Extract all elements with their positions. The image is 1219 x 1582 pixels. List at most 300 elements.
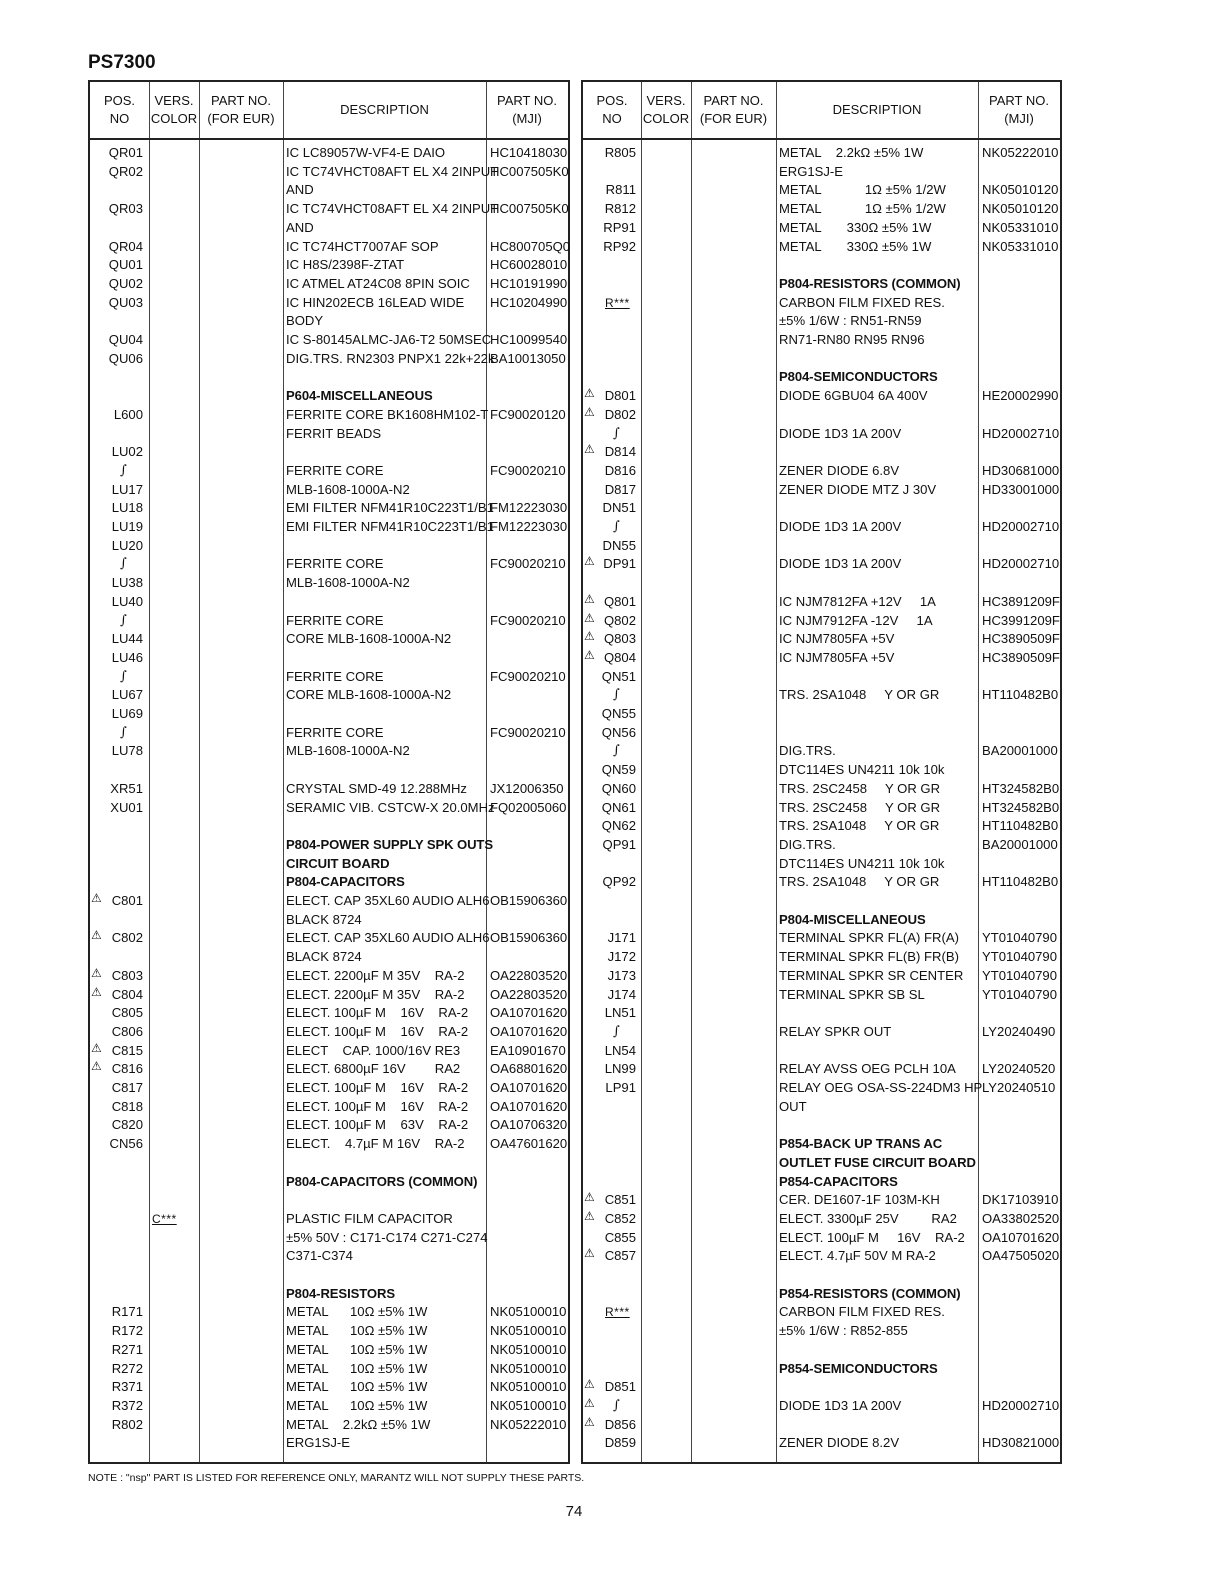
table-row xyxy=(90,892,568,911)
description-cell: EMI FILTER NFM41R10C223T1/B1 xyxy=(286,500,494,516)
table-row xyxy=(583,144,1060,163)
pos-no-cell: J172 xyxy=(607,949,636,965)
description-cell: ZENER DIODE 8.2V xyxy=(779,1435,900,1451)
pos-no-cell: RP91 xyxy=(603,219,636,235)
pos-no-cell: C805 xyxy=(111,1005,143,1021)
table-row xyxy=(90,1434,568,1453)
table-row xyxy=(583,219,1060,238)
table-row xyxy=(583,724,1060,743)
pos-no-cell: D817 xyxy=(604,481,636,497)
table-row xyxy=(90,1397,568,1416)
warning-triangle-icon: ⚠ xyxy=(584,386,595,401)
table-row xyxy=(583,929,1060,948)
part-no-mji-cell: NK05331010 xyxy=(982,219,1059,235)
table-row xyxy=(583,275,1060,294)
pos-no-cell: QR01 xyxy=(108,145,143,160)
description-cell: TRS. 2SA1048 Y OR GR xyxy=(779,818,940,834)
description-cell: AND xyxy=(286,182,314,198)
page-number: 74 xyxy=(565,1503,583,1520)
description-cell: ERG1SJ-E xyxy=(286,1435,351,1451)
part-no-mji-cell: YT01040790 xyxy=(982,930,1057,946)
table-row xyxy=(90,967,568,986)
part-no-mji-cell: HC10191990 xyxy=(490,275,568,291)
pos-no-cell: QN61 xyxy=(601,799,636,815)
header-part-no-mji: PART NO. (MJI) xyxy=(989,93,1049,126)
part-no-mji-cell: JX12006350 xyxy=(490,780,564,796)
pos-no-cell: R811 xyxy=(605,182,636,198)
table-row xyxy=(90,181,568,200)
table-row xyxy=(583,742,1060,761)
description-cell: ELECT. CAP 35XL60 AUDIO ALH6 xyxy=(286,893,490,908)
pos-no-cell: R812 xyxy=(604,201,636,217)
table-row xyxy=(583,1303,1060,1322)
table-row xyxy=(583,705,1060,724)
description-cell: TRS. 2SC2458 Y OR GR xyxy=(779,780,941,796)
pos-no-cell: QP92 xyxy=(602,874,636,890)
pos-no-cell: XU01 xyxy=(110,799,143,815)
warning-triangle-icon: ⚠ xyxy=(91,891,102,905)
table-row xyxy=(583,1322,1060,1341)
description-cell: DIG.TRS. xyxy=(779,743,836,759)
description-cell: ±5% 1/6W : R852-855 xyxy=(779,1323,908,1339)
table-row xyxy=(583,312,1060,331)
table-row xyxy=(90,256,568,275)
pos-no-cell: LU46 xyxy=(111,649,143,665)
pos-no-cell: QR03 xyxy=(108,201,143,217)
part-no-mji-cell: HD20002710 xyxy=(982,425,1060,441)
part-no-mji-cell: DK17103910 xyxy=(982,1192,1059,1208)
pos-no-cell: C851 xyxy=(604,1192,636,1208)
description-cell: METAL 2.2kΩ ±5% 1W xyxy=(286,1416,431,1432)
pos-no-cell: DN51 xyxy=(602,500,636,516)
part-no-mji-cell: OA10701620 xyxy=(490,1098,568,1114)
section-heading: P854-RESISTORS (COMMON) xyxy=(779,1285,961,1301)
part-no-mji-cell: HC3891209F xyxy=(982,593,1060,609)
part-no-mji-cell: NK05100010 xyxy=(490,1323,567,1339)
part-no-mji-cell: HC60028010 xyxy=(490,257,568,273)
table-row xyxy=(583,967,1060,986)
pos-no-cell: LU02 xyxy=(111,444,143,460)
description-cell: CORE MLB-1608-1000A-N2 xyxy=(286,687,452,703)
header-rule xyxy=(90,138,568,140)
part-no-mji-cell: FC90020210 xyxy=(490,668,566,684)
pos-no-cell: Q804 xyxy=(603,649,636,665)
description-cell: ELECT. 100µF M 16V RA-2 xyxy=(286,1080,469,1095)
section-heading: P804-CAPACITORS xyxy=(286,874,405,890)
pos-no-cell: RP92 xyxy=(603,238,636,254)
table-row xyxy=(90,275,568,294)
pos-no-cell: LU40 xyxy=(111,593,143,609)
pos-no-cell: QU01 xyxy=(108,257,143,273)
table-row xyxy=(90,163,568,182)
table-row xyxy=(583,593,1060,612)
description-cell: ELECT. 100µF M 16V RA-2 xyxy=(286,1098,469,1114)
table-row xyxy=(90,1098,568,1117)
description-cell: FERRIT BEADS xyxy=(286,425,382,441)
warning-triangle-icon: ⚠ xyxy=(584,1246,595,1261)
part-no-mji-cell: HT110482B0 xyxy=(982,874,1059,890)
pos-no-cell: R172 xyxy=(111,1323,143,1339)
warning-triangle-icon: ⚠ xyxy=(91,965,102,980)
table-row xyxy=(90,724,568,743)
description-cell: METAL 1Ω ±5% 1/2W xyxy=(779,182,946,198)
part-no-mji-cell: HD20002710 xyxy=(982,556,1060,572)
table-row xyxy=(90,1004,568,1023)
table-row xyxy=(90,855,568,874)
vers-color-cell: C*** xyxy=(152,1211,177,1226)
pos-no-cell: QP91 xyxy=(602,836,636,852)
table-row xyxy=(90,144,568,163)
table-row xyxy=(583,761,1060,780)
description-cell: DTC114ES UN4211 10k 10k xyxy=(779,762,945,778)
description-cell: IC S-80145ALMC-JA6-T2 50MSEC xyxy=(286,332,492,347)
part-no-mji-cell: HC007505K0 xyxy=(490,163,569,179)
description-cell: FERRITE CORE xyxy=(286,556,384,572)
table-row xyxy=(583,163,1060,182)
table-row xyxy=(583,1079,1060,1098)
table-row xyxy=(583,1060,1060,1079)
description-cell: TERMINAL SPKR SR CENTER xyxy=(779,967,964,983)
part-no-mji-cell: OB15906360 xyxy=(490,893,568,908)
part-no-mji-cell: LY20240510 xyxy=(982,1080,1056,1095)
header-description: DESCRIPTION xyxy=(340,102,429,117)
part-no-mji-cell: NK05100010 xyxy=(490,1379,567,1395)
description-cell: METAL 330Ω ±5% 1W xyxy=(779,238,932,254)
description-cell: METAL 10Ω ±5% 1W xyxy=(286,1341,428,1357)
header-vers-color: VERS. COLOR xyxy=(642,93,690,126)
part-no-mji-cell: HC3890509F xyxy=(982,649,1060,665)
part-no-mji-cell: NK05100010 xyxy=(490,1341,567,1357)
description-cell: ZENER DIODE MTZ J 30V xyxy=(779,481,937,497)
part-no-mji-cell: BA20001000 xyxy=(982,836,1058,852)
table-row xyxy=(90,238,571,257)
table-row xyxy=(90,331,568,350)
header-pos-no: POS. NO xyxy=(103,93,136,126)
description-cell: IC LC89057W-VF4-E DAIO xyxy=(286,145,446,160)
table-row xyxy=(90,780,568,799)
table-row xyxy=(90,537,568,556)
warning-triangle-icon: ⚠ xyxy=(584,610,595,625)
range-symbol-icon: ∫ xyxy=(120,724,127,740)
part-no-mji-cell: NK05331010 xyxy=(982,238,1059,254)
table-row xyxy=(90,873,568,892)
description-cell: IC TC74VHCT08AFT EL X4 2INPUT xyxy=(286,201,499,217)
warning-triangle-icon: ⚠ xyxy=(584,442,595,457)
part-no-mji-cell: HT324582B0 xyxy=(982,799,1060,815)
description-cell: METAL 10Ω ±5% 1W xyxy=(286,1360,428,1376)
range-symbol-icon: ∫ xyxy=(120,462,127,478)
table-row xyxy=(90,443,568,462)
description-cell: ELECT. 100µF M 63V RA-2 xyxy=(286,1117,469,1133)
warning-triangle-icon: ⚠ xyxy=(91,1040,102,1055)
description-cell: C371-C374 xyxy=(286,1248,353,1264)
pos-no-cell: QN60 xyxy=(601,780,636,796)
description-cell: MLB-1608-1000A-N2 xyxy=(286,575,410,591)
warning-triangle-icon: ⚠ xyxy=(584,1377,595,1392)
pos-no-cell: L600 xyxy=(113,406,143,422)
header-description: DESCRIPTION xyxy=(832,102,922,117)
table-row xyxy=(90,742,568,761)
table-row xyxy=(583,817,1060,836)
description-cell: ±5% 1/6W : RN51-RN59 xyxy=(779,313,922,329)
pos-no-cell: C818 xyxy=(111,1098,143,1114)
page-title: PS7300 xyxy=(88,52,156,73)
table-row xyxy=(583,1042,1060,1061)
table-row xyxy=(90,1042,568,1061)
table-row xyxy=(583,238,1060,257)
description-cell: CARBON FILM FIXED RES. xyxy=(779,1304,945,1320)
table-row xyxy=(90,1341,568,1360)
part-no-mji-cell: HD30821000 xyxy=(982,1435,1060,1451)
warning-triangle-icon: ⚠ xyxy=(584,404,595,419)
table-row xyxy=(583,1023,1060,1042)
table-row xyxy=(583,1360,1060,1379)
parts-table-right xyxy=(581,80,1062,1464)
pos-no-cell: QN62 xyxy=(601,818,636,834)
pos-no-cell: LU69 xyxy=(111,706,143,721)
description-cell: CORE MLB-1608-1000A-N2 xyxy=(286,631,452,647)
description-cell: DIODE 1D3 1A 200V xyxy=(779,425,902,441)
pos-no-cell: R271 xyxy=(111,1341,143,1357)
table-row xyxy=(90,986,568,1005)
table-row xyxy=(90,219,568,238)
table-row xyxy=(583,1004,1060,1023)
header-part-no-mji: PART NO. (MJI) xyxy=(497,93,557,126)
part-no-mji-cell: FC90020210 xyxy=(490,556,566,572)
pos-no-cell: Q802 xyxy=(603,612,636,628)
table-row xyxy=(583,1135,1060,1154)
part-no-mji-cell: OA47601620 xyxy=(490,1136,568,1152)
table-row xyxy=(90,499,568,518)
part-no-mji-cell: YT01040790 xyxy=(982,967,1057,983)
description-cell: ELECT. 6800µF 16V RA2 xyxy=(286,1061,461,1077)
range-symbol-icon: ∫ xyxy=(613,425,620,441)
header-rule xyxy=(583,138,1060,140)
description-cell: ELECT. 4.7µF M 16V RA-2 xyxy=(286,1136,465,1152)
part-no-mji-cell: NK05100010 xyxy=(490,1397,567,1413)
description-cell: CER. DE1607-1F 103M-KH xyxy=(779,1192,940,1208)
description-cell: METAL 2.2kΩ ±5% 1W xyxy=(779,145,924,160)
table-row xyxy=(90,1322,568,1341)
description-cell: IC NJM7812FA +12V 1A xyxy=(779,593,936,609)
table-row xyxy=(583,294,1060,313)
description-cell: CARBON FILM FIXED RES. xyxy=(779,294,945,310)
section-heading: P854-SEMICONDUCTORS xyxy=(779,1360,938,1376)
table-row xyxy=(583,948,1060,967)
section-heading: P854-BACK UP TRANS AC xyxy=(779,1136,943,1152)
description-cell: ELECT. 100µF M 16V RA-2 xyxy=(286,1005,469,1021)
part-no-mji-cell: NK05010120 xyxy=(982,182,1059,198)
table-row xyxy=(90,574,568,593)
common-parts-symbol: R*** xyxy=(605,1305,630,1320)
pos-no-cell: R171 xyxy=(111,1304,143,1320)
table-row xyxy=(583,1434,1060,1453)
description-cell: METAL 10Ω ±5% 1W xyxy=(286,1397,428,1413)
description-cell: ELECT. 100µF M 16V RA-2 xyxy=(779,1229,965,1245)
table-row xyxy=(90,911,568,930)
description-cell: EMI FILTER NFM41R10C223T1/B1 xyxy=(286,519,494,534)
pos-no-cell: QN59 xyxy=(601,762,636,778)
pos-no-cell: QN55 xyxy=(601,706,636,721)
range-symbol-icon: ∫ xyxy=(120,612,127,628)
table-row xyxy=(583,1229,1060,1248)
pos-no-cell: LU18 xyxy=(111,500,143,516)
pos-no-cell: LU78 xyxy=(111,743,143,759)
table-row xyxy=(90,686,568,705)
pos-no-cell: LN54 xyxy=(604,1042,636,1058)
table-row xyxy=(90,555,568,574)
part-no-mji-cell: LY20240490 xyxy=(982,1023,1056,1039)
pos-no-cell: DN55 xyxy=(602,537,636,553)
part-no-mji-cell: OA10706320 xyxy=(490,1117,568,1133)
range-symbol-icon: ∫ xyxy=(613,1397,620,1413)
part-no-mji-cell: OA68801620 xyxy=(490,1061,568,1077)
warning-triangle-icon: ⚠ xyxy=(584,1190,595,1205)
table-row xyxy=(583,836,1060,855)
description-cell: ELECT. CAP 35XL60 AUDIO ALH6 xyxy=(286,930,490,946)
warning-triangle-icon: ⚠ xyxy=(584,1208,595,1223)
description-cell: OUT xyxy=(779,1098,807,1114)
part-no-mji-cell: HD30681000 xyxy=(982,462,1060,478)
footnote: NOTE : "nsp" PART IS LISTED FOR REFERENCE ONLY, MARANTZ WILL NOT SUPPLY THESE PARTS. xyxy=(88,1472,585,1484)
table-row xyxy=(583,1397,1060,1416)
description-cell: FERRITE CORE xyxy=(286,612,384,628)
table-row xyxy=(90,668,568,687)
section-heading: CIRCUIT BOARD xyxy=(286,855,390,871)
warning-triangle-icon: ⚠ xyxy=(584,591,595,606)
description-cell: MLB-1608-1000A-N2 xyxy=(286,743,410,759)
description-cell: IC ATMEL AT24C08 8PIN SOIC xyxy=(286,275,470,291)
description-cell: IC H8S/2398F-ZTAT xyxy=(286,257,405,273)
table-row xyxy=(583,443,1060,462)
table-row xyxy=(583,555,1060,574)
part-no-mji-cell: BA10013050 xyxy=(490,350,566,366)
table-row xyxy=(90,1116,568,1135)
pos-no-cell: LP91 xyxy=(605,1080,636,1095)
description-cell: ±5% 50V : C171-C174 C271-C274 xyxy=(286,1229,488,1245)
part-no-mji-cell: HC3890509F xyxy=(982,631,1060,647)
table-row xyxy=(90,836,568,855)
table-row xyxy=(90,1303,568,1322)
description-cell: FERRITE CORE xyxy=(286,668,384,684)
description-cell: ZENER DIODE 6.8V xyxy=(779,462,900,478)
table-row xyxy=(583,200,1060,219)
range-symbol-icon: ∫ xyxy=(613,687,620,703)
pos-no-cell: DP91 xyxy=(603,556,636,572)
pos-no-cell: QU03 xyxy=(108,294,143,310)
section-heading: P604-MISCELLANEOUS xyxy=(286,388,433,404)
table-row xyxy=(90,350,568,369)
range-symbol-icon: ∫ xyxy=(120,668,127,684)
part-no-mji-cell: HC007505K0 xyxy=(490,201,569,217)
pos-no-cell: C806 xyxy=(111,1023,143,1039)
table-row xyxy=(90,612,568,631)
part-no-mji-cell: NK05222010 xyxy=(490,1416,567,1432)
part-no-mji-cell: LY20240520 xyxy=(982,1061,1056,1077)
pos-no-cell: J174 xyxy=(607,986,636,1002)
pos-no-cell: C817 xyxy=(111,1080,143,1095)
table-row xyxy=(90,1023,568,1042)
table-row xyxy=(90,593,568,612)
pos-no-cell: C857 xyxy=(604,1248,636,1264)
pos-no-cell: LN99 xyxy=(604,1061,636,1077)
pos-no-cell: Q801 xyxy=(603,593,636,609)
pos-no-cell: R272 xyxy=(111,1360,143,1376)
description-cell: IC TC74VHCT08AFT EL X4 2INPUT xyxy=(286,163,499,179)
range-symbol-icon: ∫ xyxy=(120,556,127,572)
pos-no-cell: C852 xyxy=(604,1210,636,1226)
table-row xyxy=(90,1360,568,1379)
table-row xyxy=(90,1173,568,1192)
table-row xyxy=(90,1229,568,1248)
table-row xyxy=(583,1416,1060,1435)
description-cell: RN71-RN80 RN95 RN96 xyxy=(779,332,925,347)
table-row xyxy=(90,799,568,818)
description-cell: DIODE 1D3 1A 200V xyxy=(779,556,902,572)
part-no-mji-cell: OA10701620 xyxy=(982,1229,1060,1245)
description-cell: IC TC74HCT7007AF SOP xyxy=(286,238,439,254)
description-cell: METAL 330Ω ±5% 1W xyxy=(779,219,932,235)
description-cell: ELECT. 2200µF M 35V RA-2 xyxy=(286,986,465,1002)
table-row xyxy=(583,1247,1060,1266)
warning-triangle-icon: ⚠ xyxy=(584,554,595,569)
part-no-mji-cell: YT01040790 xyxy=(982,986,1057,1002)
part-no-mji-cell: OB15906360 xyxy=(490,930,568,946)
description-cell: METAL 10Ω ±5% 1W xyxy=(286,1379,428,1395)
table-row xyxy=(583,873,1060,892)
table-row xyxy=(583,1285,1060,1304)
table-row xyxy=(90,518,568,537)
part-no-mji-cell: OA33802520 xyxy=(982,1210,1060,1226)
table-row xyxy=(90,200,568,219)
pos-no-cell: LU19 xyxy=(111,519,143,534)
table-row xyxy=(583,462,1060,481)
table-row xyxy=(90,406,568,425)
table-row xyxy=(583,518,1060,537)
header-part-no-eur: PART NO. (FOR EUR) xyxy=(207,93,275,126)
pos-no-cell: LN51 xyxy=(604,1005,636,1021)
description-cell: SERAMIC VIB. CSTCW-X 20.0MHz xyxy=(286,799,495,815)
table-row xyxy=(583,686,1060,705)
part-no-mji-cell: OA10701620 xyxy=(490,1080,568,1095)
description-cell: IC NJM7805FA +5V xyxy=(779,631,895,647)
pos-no-cell: R371 xyxy=(111,1379,143,1395)
table-row xyxy=(583,668,1060,687)
pos-no-cell: CN56 xyxy=(109,1136,143,1152)
table-row xyxy=(583,911,1060,930)
description-cell: METAL 10Ω ±5% 1W xyxy=(286,1304,428,1320)
pos-no-cell: LU17 xyxy=(111,481,143,497)
pos-no-cell: D851 xyxy=(604,1379,636,1395)
section-heading: P854-CAPACITORS xyxy=(779,1173,898,1189)
table-row xyxy=(90,312,568,331)
part-no-mji-cell: FC90020210 xyxy=(490,724,566,740)
part-no-mji-cell: NK05100010 xyxy=(490,1360,567,1376)
part-no-mji-cell: FM12223030 xyxy=(490,519,568,534)
pos-no-cell: QU04 xyxy=(108,332,143,347)
pos-no-cell: C816 xyxy=(111,1061,143,1077)
description-cell: DTC114ES UN4211 10k 10k xyxy=(779,855,945,871)
section-heading: P804-RESISTORS xyxy=(286,1285,395,1301)
part-no-mji-cell: HT324582B0 xyxy=(982,780,1060,796)
part-no-mji-cell: OA22803520 xyxy=(490,967,568,983)
description-cell: TRS. 2SA1048 Y OR GR xyxy=(779,687,940,703)
pos-no-cell: C855 xyxy=(604,1229,636,1245)
part-no-mji-cell: NK05222010 xyxy=(982,145,1059,160)
pos-no-cell: LU38 xyxy=(111,575,143,591)
description-cell: ELECT. 4.7µF 50V M RA-2 xyxy=(779,1248,936,1264)
part-no-mji-cell: HT110482B0 xyxy=(982,818,1059,834)
